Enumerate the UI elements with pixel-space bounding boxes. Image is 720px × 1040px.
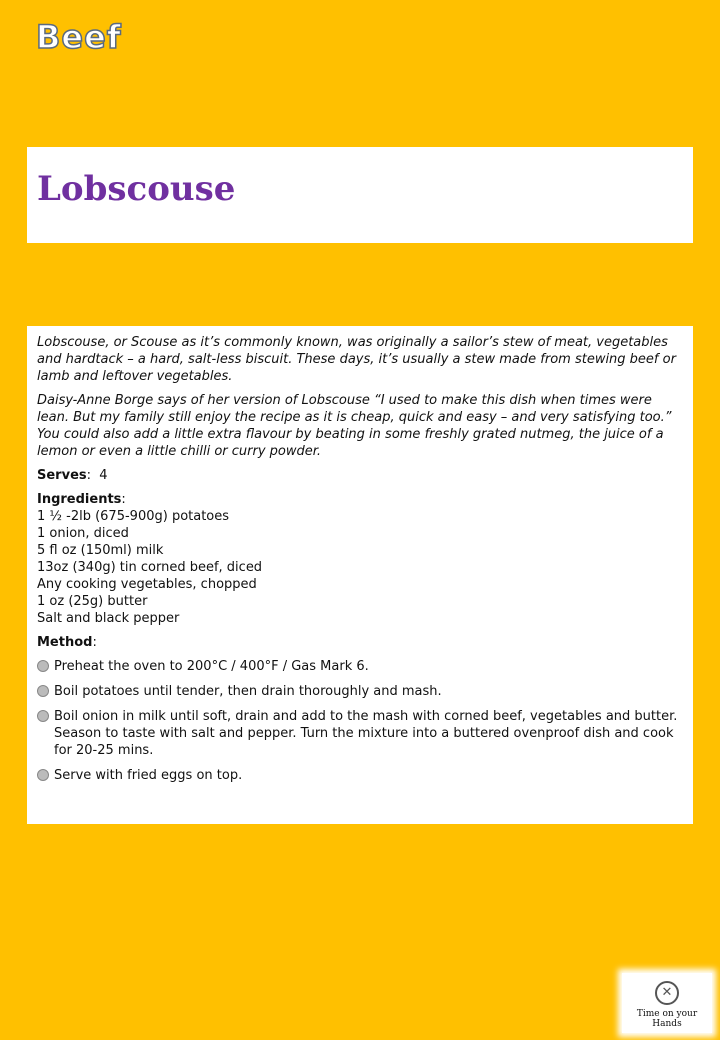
method-step: Boil onion in milk until soft, drain and add to the mash with corned beef, vegetables and butter. Season to taste with salt and pepper. Turn the mixture into a buttered ovenproof dish and cook for 20-25 mins. (37, 708, 683, 759)
ingredients-heading: Ingredients: (37, 492, 126, 507)
method-step: Preheat the oven to 200°C / 400°F / Gas Mark 6. (37, 658, 683, 675)
bullet-icon (37, 685, 49, 697)
method-step: Boil potatoes until tender, then drain thoroughly and mash. (37, 683, 683, 700)
title-box (27, 147, 693, 243)
intro-paragraph: Daisy-Anne Borge says of her version of Lobscouse “I used to make this dish when times were lean. But my family still enjoy the recipe as it is cheap, quick and easy – and very satisfying too.” You could also add a little extra flavour by beating in some freshly grated nutmeg, the juice of a lemon or even a little chilli or curry powder. (37, 393, 672, 459)
intro-paragraph: Lobscouse, or Scouse as it’s commonly known, was originally a sailor’s stew of meat, vegetables and hardtack – a hard, salt-less biscuit. These days, it’s usually a stew made from stewing beef or lamb and leftover vegetables. (37, 335, 676, 384)
method-step: Serve with fried eggs on top. (37, 767, 683, 784)
category-heading: Beef (36, 18, 122, 56)
ingredient: 1 onion, diced (37, 526, 129, 541)
bullet-icon (37, 769, 49, 781)
ingredient: 1 ½ -2lb (675-900g) potatoes (37, 509, 230, 524)
recipe-title: Lobscouse (37, 169, 236, 209)
ingredients-list (37, 508, 683, 627)
ingredient: Any cooking vegetables, chopped (37, 577, 257, 592)
brand-logo (622, 973, 712, 1033)
recipe-body (27, 326, 693, 824)
serves: Serves: 4 (37, 468, 108, 483)
ingredient: Salt and black pepper (37, 611, 180, 626)
logo-text: Time on your Hands (636, 1009, 698, 1029)
ingredient: 13oz (340g) tin corned beef, diced (37, 560, 263, 575)
bullet-icon (37, 710, 49, 722)
bullet-icon (37, 660, 49, 672)
method-heading: Method: (37, 635, 97, 650)
ingredient: 5 fl oz (150ml) milk (37, 543, 164, 558)
ingredient: 1 oz (25g) butter (37, 594, 148, 609)
cutlery-emblem-icon: ✕ (655, 981, 679, 1005)
